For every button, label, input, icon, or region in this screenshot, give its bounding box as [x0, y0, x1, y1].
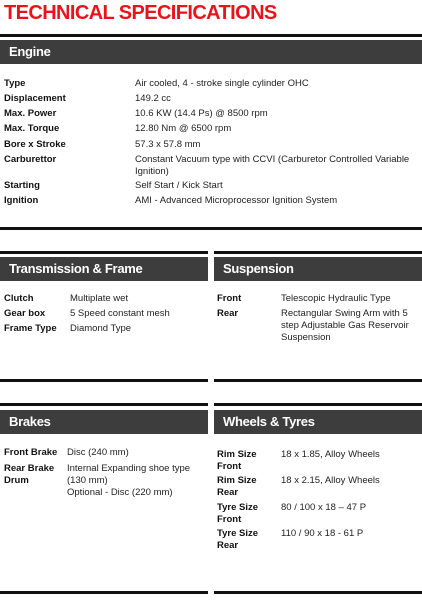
engine-spec-label-line: Ignition [4, 195, 39, 206]
engine-spec-label-line: Bore x Stroke [4, 139, 66, 150]
wheels-spec-label-line: Rim Size [217, 475, 257, 486]
engine-spec-label [4, 108, 56, 120]
transmission-spec-label [4, 308, 45, 320]
wheels-spec-label-line: Rear [217, 540, 239, 551]
brakes-spec-label [4, 447, 57, 459]
brakes-spec-value-line: Optional - Disc (220 mm) [67, 487, 173, 498]
transmission-spec-value-line: 5 Speed constant mesh [70, 308, 170, 319]
engine-spec-value-line: Self Start / Kick Start [135, 180, 223, 191]
engine-spec-value-line: 10.6 KW (14.4 Ps) @ 8500 rpm [135, 108, 268, 119]
engine-spec-label [4, 78, 25, 90]
engine-spec-label-line: Max. Power [4, 108, 57, 119]
transmission-spec-label-line: Frame Type [4, 323, 57, 334]
engine-spec-value-line: 149.2 cc [135, 93, 171, 104]
suspension-spec-value-line: Suspension [281, 332, 331, 343]
engine-spec-label-line: Displacement [4, 93, 66, 104]
transmission-spec-value-line: Multiplate wet [70, 293, 129, 304]
transmission-spec-value-line: Diamond Type [70, 323, 132, 334]
engine-spec-value [135, 93, 171, 105]
wheels-spec-value [281, 502, 366, 514]
engine-spec-value-line: Ignition) [135, 166, 169, 177]
engine-spec-label-line: Starting [4, 180, 40, 191]
transmission-spec-label [4, 323, 57, 335]
engine-spec-label [4, 154, 56, 166]
engine-spec-label [4, 93, 66, 105]
wheels-spec-value-line: 18 x 1.85, Alloy Wheels [281, 449, 380, 460]
wheels-spec-label [217, 502, 258, 526]
engine-spec-value-line: AMI - Advanced Microprocessor Ignition System [135, 195, 338, 206]
engine-spec-value [135, 154, 409, 178]
suspension-spec-label [217, 293, 241, 305]
transmission-spec-label-line: Clutch [4, 293, 34, 304]
wheels-spec-value [281, 528, 363, 540]
brakes-spec-value [67, 463, 190, 499]
engine-spec-value-line: Constant Vacuum type with CCVI (Carburetor Controlled Variable [135, 154, 410, 165]
transmission-rule [0, 251, 208, 254]
transmission-heading: Transmission & Frame [0, 257, 208, 281]
engine-heading: Engine [0, 40, 422, 64]
brakes-spec-value-line: (130 mm) [67, 475, 108, 486]
engine-spec-value-line: Air cooled, 4 - stroke single cylinder OHC [135, 78, 309, 89]
engine-spec-value [135, 78, 309, 90]
engine-spec-label [4, 195, 38, 207]
wheels-rule [214, 403, 422, 406]
brakes-spec-value-line: Disc (240 mm) [67, 447, 129, 458]
brakes-spec-value [67, 447, 129, 459]
page-title: TECHNICAL SPECIFICATIONS [4, 2, 277, 24]
engine-bottom-rule [0, 227, 422, 230]
wheels-spec-label-line: Front [217, 514, 242, 525]
wheels-spec-label-line: Tyre Size [217, 502, 259, 513]
wheels-spec-label-line: Rear [217, 487, 239, 498]
engine-spec-label [4, 139, 66, 151]
wheels-spec-label [217, 449, 257, 473]
suspension-heading: Suspension [214, 257, 422, 281]
wheels-spec-label [217, 528, 258, 552]
wheels-spec-value-line: 80 / 100 x 18 – 47 P [281, 502, 367, 513]
suspension-spec-label [217, 308, 238, 320]
suspension-spec-value-line: Rectangular Swing Arm with 5 [281, 308, 408, 319]
brakes-rule [0, 403, 208, 406]
brakes-spec-label-line: Drum [4, 475, 29, 486]
transmission-spec-value [70, 308, 170, 320]
engine-rule [0, 34, 422, 37]
suspension-bottom-rule [214, 379, 422, 382]
wheels-spec-label-line: Tyre Size [217, 528, 259, 539]
transmission-spec-value [70, 293, 128, 305]
engine-spec-value [135, 108, 268, 120]
wheels-spec-value [281, 475, 380, 487]
wheels-bottom-rule [214, 591, 422, 594]
wheels-spec-value-line: 18 x 2.15, Alloy Wheels [281, 475, 380, 486]
suspension-spec-value-line: step Adjustable Gas Reservoir [281, 320, 409, 331]
wheels-spec-label-line: Front [217, 461, 242, 472]
wheels-spec-value [281, 449, 380, 461]
engine-spec-value [135, 123, 231, 135]
wheels-spec-value-line: 110 / 90 x 18 - 61 P [281, 528, 364, 539]
engine-spec-label-line: Type [4, 78, 26, 89]
transmission-spec-label [4, 293, 34, 305]
engine-spec-value [135, 195, 337, 207]
suspension-spec-value [281, 308, 409, 344]
wheels-spec-label-line: Rim Size [217, 449, 257, 460]
engine-spec-value-line: 57.3 x 57.8 mm [135, 139, 201, 150]
engine-spec-label [4, 123, 59, 135]
brakes-heading: Brakes [0, 410, 208, 434]
transmission-bottom-rule [0, 379, 208, 382]
engine-spec-value [135, 139, 200, 151]
brakes-spec-value-line: Internal Expanding shoe type [67, 463, 191, 474]
engine-spec-value [135, 180, 223, 192]
brakes-spec-label-line: Front Brake [4, 447, 58, 458]
engine-spec-value-line: 12.80 Nm @ 6500 rpm [135, 123, 232, 134]
suspension-rule [214, 251, 422, 254]
engine-spec-label-line: Carburettor [4, 154, 57, 165]
wheels-spec-label [217, 475, 257, 499]
engine-spec-label [4, 180, 40, 192]
suspension-spec-label-line: Front [217, 293, 242, 304]
suspension-spec-value-line: Telescopic Hydraulic Type [281, 293, 391, 304]
brakes-bottom-rule [0, 591, 208, 594]
engine-spec-label-line: Max. Torque [4, 123, 60, 134]
brakes-spec-label [4, 463, 54, 487]
transmission-spec-label-line: Gear box [4, 308, 46, 319]
brakes-spec-label-line: Rear Brake [4, 463, 55, 474]
transmission-spec-value [70, 323, 131, 335]
suspension-spec-value [281, 293, 391, 305]
suspension-spec-label-line: Rear [217, 308, 239, 319]
wheels-heading: Wheels & Tyres [214, 410, 422, 434]
